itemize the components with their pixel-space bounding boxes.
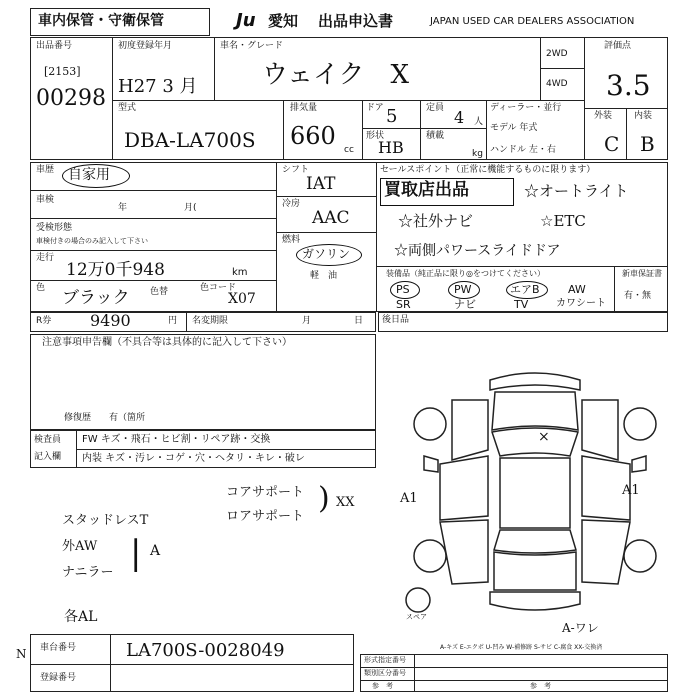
notes-label: 注意事項申告欄（不具合等は具体的に記入して下さい） <box>42 337 292 348</box>
note-each-al: 各AL <box>64 609 98 625</box>
chassis-label: 車台番号 <box>40 643 77 653</box>
damage-mark-a1-right: A1 <box>622 483 640 498</box>
shape-label: 形状 <box>366 131 385 141</box>
yen-label: 円 <box>168 316 178 326</box>
eq-tv: TV <box>514 298 529 311</box>
handle-label: ハンドル 左・右 <box>490 145 556 155</box>
eq-pw-circle <box>448 281 480 299</box>
model-code-label: 型式 <box>118 103 137 113</box>
2wd-label: 2WD <box>546 49 568 59</box>
association-name: JAPAN USED CAR DEALERS ASSOCIATION <box>430 16 635 27</box>
fw-line: FW キズ・飛石・ヒビ割・リペア跡・交換 <box>82 434 271 445</box>
mileage-value: 12万0千948 <box>66 260 165 280</box>
note-bracket: ) <box>318 481 330 516</box>
transfer-note: 車検付きの場合のみ記入して下さい <box>36 237 148 245</box>
sales-title: 買取店出品 <box>384 180 469 200</box>
damage-mark-a1-left: A1 <box>400 491 418 506</box>
cooler-label: 冷房 <box>282 199 301 209</box>
capacity-unit: 人 <box>474 117 484 127</box>
color-code-label: 色コード <box>200 283 237 293</box>
sales-point-2: ☆社外ナビ <box>398 212 474 230</box>
model-ref-box <box>360 654 668 692</box>
exterior-grade: C <box>604 132 620 156</box>
interior-line: 内装 キズ・汚レ・コゲ・穴・ヘタリ・キレ・破レ <box>82 453 305 464</box>
model-year-label: モデル 年式 <box>490 123 538 133</box>
storage-label: 車内保管・守衛保管 <box>38 13 164 29</box>
spare-label: スペア <box>406 613 427 621</box>
shape-value: HB <box>378 138 404 157</box>
form-model-label: 形式指定番号 <box>364 656 406 664</box>
eq-sr: SR <box>396 298 411 311</box>
mileage-label: 走行 <box>36 253 55 263</box>
first-reg-label: 初度登録年月 <box>118 41 173 51</box>
reference-label-2: 参 考 <box>530 682 551 690</box>
inspector-label: 検査員 <box>34 435 62 445</box>
capacity-value: 4 <box>454 108 465 127</box>
sales-point-4: ☆両側パワースライドドア <box>394 243 561 259</box>
doors-value: 5 <box>386 106 398 127</box>
dealer-label: ディーラー・並行 <box>490 103 562 113</box>
mark-n: N <box>16 647 27 661</box>
exterior-label: 外装 <box>594 111 613 121</box>
eq-ps-circle <box>390 281 420 299</box>
first-reg-value: H27 3 月 <box>118 76 198 97</box>
note-a: A <box>150 543 161 559</box>
model-code-value: DBA-LA700S <box>124 128 256 152</box>
eq-pw: PW <box>454 283 472 296</box>
after-date-label: 後日品 <box>382 315 410 325</box>
eq-ps: PS <box>396 283 410 296</box>
chassis-value: LA700S-0028049 <box>126 640 285 661</box>
diesel-label: 軽 油 <box>310 271 338 281</box>
sales-title-box <box>380 178 514 206</box>
note-outer-aw: 外AW <box>62 539 98 554</box>
sales-point-3: ☆ETC <box>540 212 586 230</box>
category-label: 類別区分番号 <box>364 669 406 677</box>
recycle-value: 9490 <box>90 311 131 330</box>
note-mirror: ナニラー <box>62 565 114 580</box>
cooler-value: AAC <box>312 208 350 228</box>
fuel-circle <box>296 244 362 266</box>
shift-value: IAT <box>306 174 336 194</box>
reference-label: 参 考 <box>372 682 393 690</box>
damage-mark-a-bottom: A-ワレ <box>562 621 599 635</box>
recycle-label: R券 <box>36 316 52 326</box>
repair-label: 修復歴 有（箇所 <box>64 413 146 423</box>
shift-label: シフト <box>282 165 310 175</box>
note-studless: スタッドレスT <box>62 513 149 528</box>
eq-ac-circle <box>506 281 548 299</box>
inspection-monthday: 月( <box>184 203 197 213</box>
damage-legend: A-キズ E-エクボ U-凹み W-補修跡 S-サビ C-腐食 XX-交換済 <box>440 644 603 651</box>
warranty-label: 新車保証書 <box>622 269 662 278</box>
model-grade-label: 車名・グレード <box>220 41 284 51</box>
tax-month: 月 <box>302 316 312 326</box>
4wd-label: 4WD <box>546 79 568 89</box>
lot-no-label: 出品番号 <box>36 41 73 51</box>
history-value: 自家用 <box>68 167 110 183</box>
capacity-label: 定員 <box>426 103 445 113</box>
score-label: 評価点 <box>604 41 632 51</box>
tax-label: 名変期限 <box>192 316 229 326</box>
eq-navi: ナビ <box>454 298 476 311</box>
history-label: 車歴 <box>36 165 55 175</box>
model-name-value: ウェイク X <box>262 60 409 90</box>
equipment-label: 装備品（純正品に限り◎をつけてください） <box>386 269 545 278</box>
doors-label: ドア <box>366 103 384 113</box>
entry-label: 記入欄 <box>34 452 62 462</box>
eq-leather: カワシート <box>556 298 606 309</box>
ju-logo: Ju <box>236 10 256 31</box>
lot-no-value: 00298 <box>36 86 106 111</box>
reg-no-label: 登録番号 <box>40 673 77 683</box>
interior-label: 内装 <box>634 111 653 121</box>
kg-label: kg <box>472 149 483 159</box>
inspection-year: 年 <box>118 203 128 213</box>
lot-no-small: [2153] <box>44 65 81 78</box>
note-bracket-2: | <box>130 533 142 573</box>
eq-aw: AW <box>568 283 586 296</box>
color-code-value: X07 <box>228 291 256 307</box>
org-name: 愛知 <box>268 12 299 30</box>
sales-point-label: セールスポイント（正常に機能するものに限ります） <box>380 165 596 175</box>
tax-day: 日 <box>354 316 364 326</box>
warranty-options: 有・無 <box>624 291 652 301</box>
after-date-box <box>378 312 668 332</box>
cc-label: cc <box>344 145 354 155</box>
history-circle <box>62 164 130 188</box>
color-label: 色 <box>36 283 46 293</box>
note-core-support: コアサポート <box>226 485 305 500</box>
fuel-value: ガソリン <box>302 247 351 261</box>
note-lower-support: ロアサポート <box>226 509 305 524</box>
color-value: ブラック <box>62 288 130 308</box>
sales-point-1: ☆オートライト <box>524 182 629 200</box>
score-value: 3.5 <box>606 69 651 102</box>
displacement-value: 660 <box>290 122 336 150</box>
color-change-label: 色替 <box>150 287 169 297</box>
note-xx: XX <box>336 495 355 510</box>
doc-title: 出品申込書 <box>318 12 394 30</box>
damage-mark-x: × <box>538 429 550 445</box>
interior-grade: B <box>640 132 655 156</box>
displacement-label: 排気量 <box>290 103 318 113</box>
fuel-label: 燃料 <box>282 235 301 245</box>
eq-ac: エアB <box>510 283 540 296</box>
transfer-label: 受検形態 <box>36 223 73 233</box>
mileage-unit: km <box>232 267 248 278</box>
loading-label: 積載 <box>426 131 445 141</box>
inspection-label: 車検 <box>36 195 55 205</box>
